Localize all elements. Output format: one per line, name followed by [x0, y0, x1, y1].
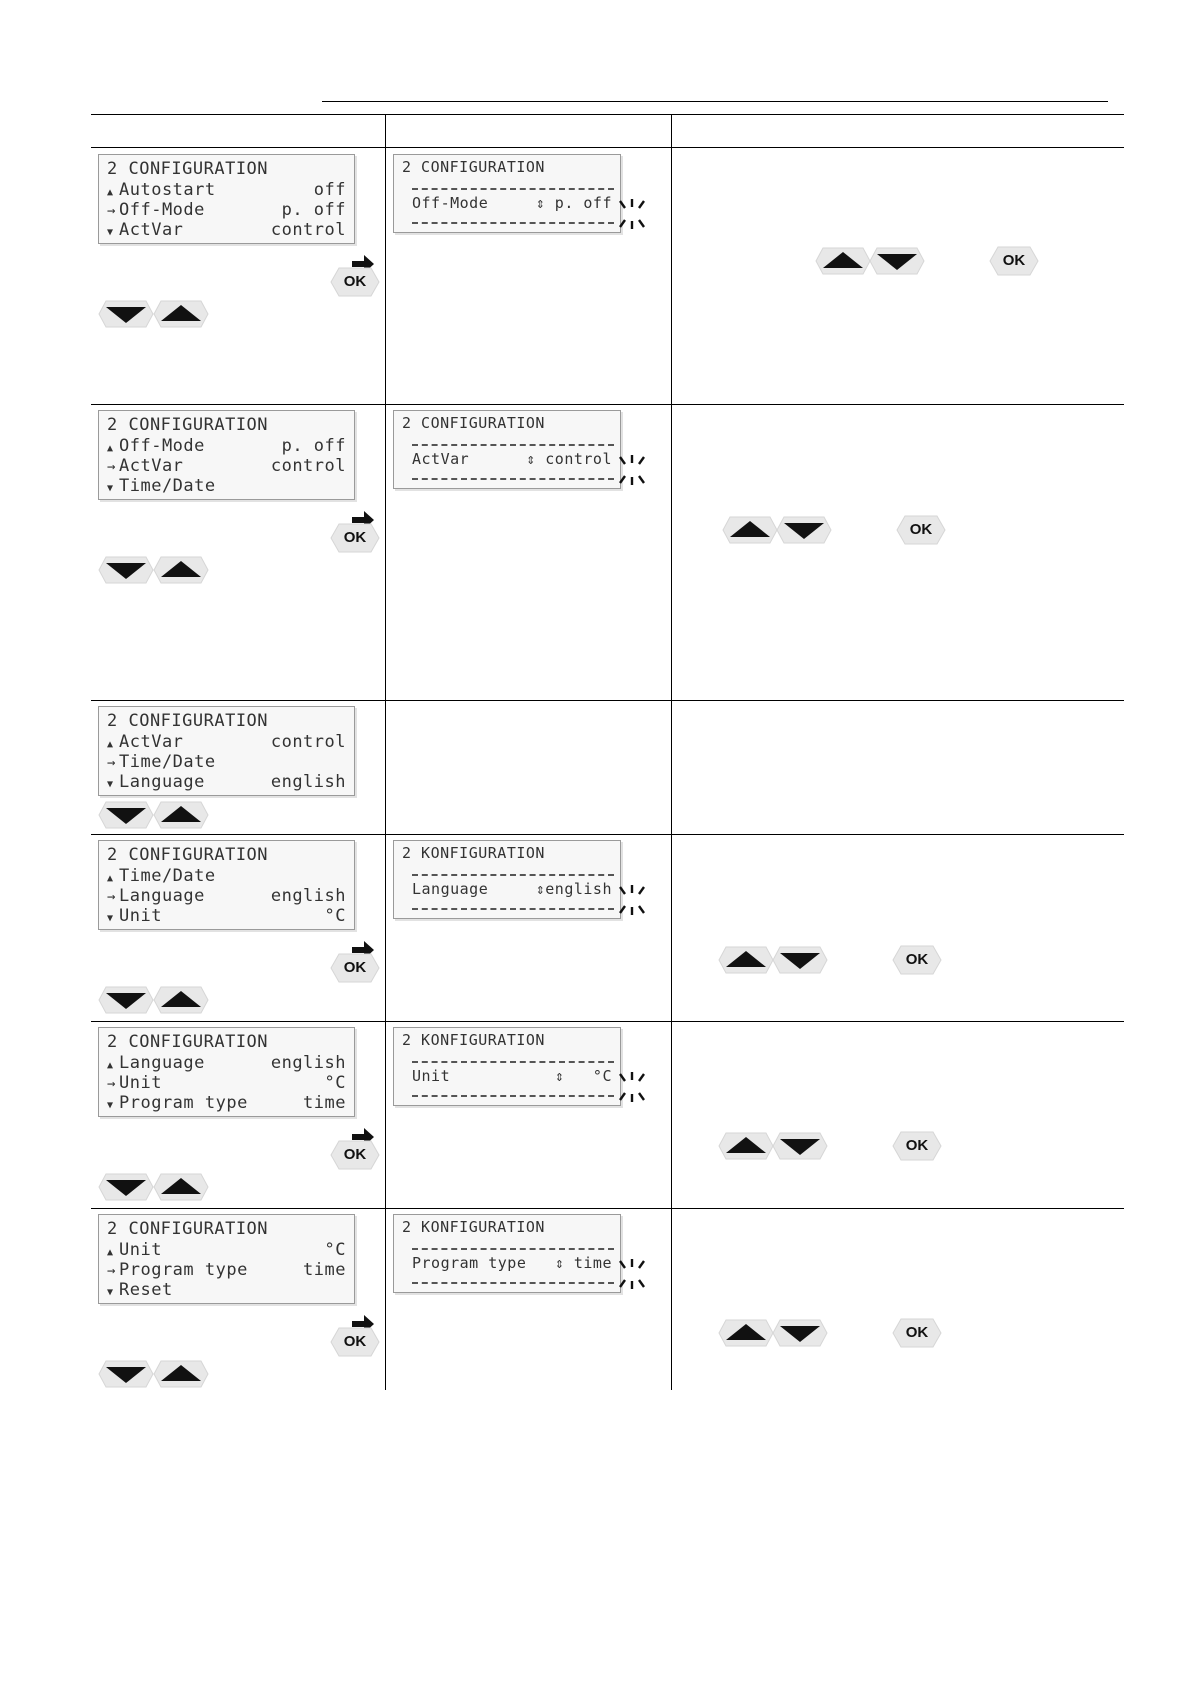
lcd-divider	[412, 444, 614, 446]
cursor-arrow-icon: →	[107, 1076, 116, 1092]
down-arrow-key-icon[interactable]	[772, 1131, 828, 1161]
lcd-menu-display	[98, 706, 355, 796]
lcd-edit-display	[393, 840, 621, 919]
lcd-menu-label: Reset	[119, 1280, 173, 1300]
cursor-arrow-icon: →	[107, 459, 116, 475]
up-arrow-key-icon[interactable]	[153, 1172, 209, 1202]
lcd-menu-line	[107, 866, 346, 886]
lcd-menu-display	[98, 154, 355, 244]
down-arrow-key-icon[interactable]	[98, 800, 154, 830]
down-arrow-key-icon[interactable]	[98, 555, 154, 585]
lcd-menu-label: Off-Mode	[119, 436, 205, 456]
scroll-down-marker-icon: ▼	[107, 227, 114, 238]
ok-button[interactable]	[892, 1131, 942, 1161]
blink-indicator-icon	[617, 198, 647, 230]
lcd-divider	[412, 1282, 614, 1284]
lcd-menu-line	[107, 220, 346, 240]
ok-button[interactable]	[892, 945, 942, 975]
up-arrow-key-icon[interactable]	[815, 246, 871, 276]
lcd-divider	[412, 478, 614, 480]
lcd-edit-line	[412, 879, 612, 899]
down-arrow-key-icon[interactable]	[98, 1359, 154, 1389]
lcd-divider	[412, 1095, 614, 1097]
header-rule	[322, 101, 1108, 102]
ok-button[interactable]	[892, 1318, 942, 1348]
lcd-menu-line	[107, 200, 346, 220]
lcd-menu-label: ActVar	[119, 732, 184, 752]
column-divider-1	[385, 114, 386, 1390]
lcd-menu-label: ActVar	[119, 456, 184, 476]
lcd-menu-title: 2 CONFIGURATION	[107, 711, 269, 731]
blink-indicator-icon	[617, 1258, 647, 1290]
cursor-arrow-icon: →	[107, 1263, 116, 1279]
lcd-menu-display	[98, 1214, 355, 1304]
row-separator	[91, 700, 1124, 701]
scroll-down-marker-icon: ▼	[107, 483, 114, 494]
lcd-edit-title: 2 CONFIGURATION	[402, 158, 545, 176]
lcd-menu-value: time	[303, 1260, 346, 1280]
down-arrow-key-icon[interactable]	[772, 945, 828, 975]
row-separator	[91, 1208, 1124, 1209]
table-top-rule	[91, 114, 1124, 115]
lcd-divider	[412, 908, 614, 910]
lcd-edit-title: 2 KONFIGURATION	[402, 844, 545, 862]
ok-button[interactable]	[989, 246, 1039, 276]
table-header-rule	[91, 147, 1124, 148]
lcd-menu-line	[107, 732, 346, 752]
lcd-menu-label: Time/Date	[119, 476, 216, 496]
lcd-menu-label: Time/Date	[119, 752, 216, 772]
lcd-edit-line	[412, 1066, 612, 1086]
lcd-menu-label: ActVar	[119, 220, 184, 240]
lcd-menu-line	[107, 886, 346, 906]
lcd-menu-label: Unit	[119, 1240, 162, 1260]
down-arrow-key-icon[interactable]	[98, 299, 154, 329]
lcd-menu-value: °C	[324, 1240, 346, 1260]
down-arrow-key-icon[interactable]	[869, 246, 925, 276]
up-arrow-key-icon[interactable]	[153, 1359, 209, 1389]
lcd-edit-line	[412, 193, 612, 213]
up-arrow-key-icon[interactable]	[153, 800, 209, 830]
cursor-arrow-icon: →	[107, 889, 116, 905]
up-arrow-key-icon[interactable]	[718, 1318, 774, 1348]
scroll-up-marker-icon: ▲	[107, 873, 114, 884]
ok-button-label: OK	[343, 273, 367, 290]
scroll-down-marker-icon: ▼	[107, 913, 114, 924]
lcd-edit-display	[393, 154, 621, 233]
lcd-menu-line	[107, 456, 346, 476]
ok-button[interactable]	[330, 267, 380, 297]
scroll-down-marker-icon: ▼	[107, 1287, 114, 1298]
lcd-menu-value: english	[270, 1053, 346, 1073]
lcd-menu-line	[107, 752, 346, 772]
lcd-menu-display	[98, 410, 355, 500]
up-arrow-key-icon[interactable]	[153, 555, 209, 585]
scroll-up-marker-icon: ▲	[107, 443, 114, 454]
lcd-menu-value: off	[313, 180, 346, 200]
lcd-menu-line	[107, 436, 346, 456]
lcd-menu-value: p. off	[281, 200, 346, 220]
lcd-edit-value: ⇕ p. off	[535, 194, 612, 212]
scroll-up-marker-icon: ▲	[107, 739, 114, 750]
lcd-menu-value: control	[270, 456, 346, 476]
ok-button-label: OK	[1002, 252, 1026, 269]
lcd-menu-line	[107, 1093, 346, 1113]
lcd-menu-label: Language	[119, 772, 205, 792]
scroll-down-marker-icon: ▼	[107, 1100, 114, 1111]
lcd-edit-label: Off-Mode	[412, 194, 489, 212]
column-divider-2	[671, 114, 672, 1390]
lcd-menu-display	[98, 840, 355, 930]
ok-button[interactable]	[330, 1140, 380, 1170]
lcd-edit-title: 2 KONFIGURATION	[402, 1218, 545, 1236]
ok-button-label: OK	[909, 521, 933, 538]
up-arrow-key-icon[interactable]	[718, 945, 774, 975]
lcd-menu-label: Autostart	[119, 180, 216, 200]
lcd-menu-value: control	[270, 220, 346, 240]
blink-indicator-icon	[617, 1071, 647, 1103]
up-arrow-key-icon[interactable]	[722, 515, 778, 545]
blink-indicator-icon	[617, 884, 647, 916]
lcd-edit-value: ⇕ control	[526, 450, 612, 468]
lcd-menu-value: english	[270, 886, 346, 906]
lcd-menu-line	[107, 906, 346, 926]
row-separator	[91, 1021, 1124, 1022]
lcd-menu-value: °C	[324, 1073, 346, 1093]
scroll-down-marker-icon: ▼	[107, 779, 114, 790]
lcd-menu-title: 2 CONFIGURATION	[107, 159, 269, 179]
scroll-up-marker-icon: ▲	[107, 1247, 114, 1258]
ok-button-label: OK	[905, 1137, 929, 1154]
lcd-menu-label: Language	[119, 1053, 205, 1073]
ok-button-label: OK	[343, 959, 367, 976]
lcd-menu-value: english	[270, 772, 346, 792]
blink-indicator-icon	[617, 454, 647, 486]
lcd-menu-value: time	[303, 1093, 346, 1113]
lcd-menu-line	[107, 180, 346, 200]
lcd-menu-value: control	[270, 732, 346, 752]
lcd-edit-label: Language	[412, 880, 489, 898]
up-arrow-key-icon[interactable]	[153, 299, 209, 329]
ok-button[interactable]	[330, 953, 380, 983]
ok-button[interactable]	[330, 523, 380, 553]
lcd-edit-title: 2 CONFIGURATION	[402, 414, 545, 432]
lcd-divider	[412, 188, 614, 190]
lcd-edit-title: 2 KONFIGURATION	[402, 1031, 545, 1049]
cursor-arrow-icon: →	[107, 755, 116, 771]
scroll-up-marker-icon: ▲	[107, 1060, 114, 1071]
lcd-menu-line	[107, 1240, 346, 1260]
lcd-edit-value: ⇕ time	[554, 1254, 612, 1272]
row-separator	[91, 834, 1124, 835]
lcd-menu-label: Off-Mode	[119, 200, 205, 220]
lcd-edit-value: ⇕ °C	[554, 1067, 612, 1085]
lcd-menu-label: Time/Date	[119, 866, 216, 886]
up-arrow-key-icon[interactable]	[718, 1131, 774, 1161]
lcd-edit-display	[393, 1027, 621, 1106]
lcd-divider	[412, 1248, 614, 1250]
lcd-edit-label: Program type	[412, 1254, 527, 1272]
scroll-up-marker-icon: ▲	[107, 187, 114, 198]
lcd-menu-value: °C	[324, 906, 346, 926]
lcd-menu-display	[98, 1027, 355, 1117]
lcd-divider	[412, 874, 614, 876]
row-separator	[91, 404, 1124, 405]
lcd-menu-label: Program type	[119, 1260, 248, 1280]
down-arrow-key-icon[interactable]	[98, 1172, 154, 1202]
ok-button-label: OK	[905, 951, 929, 968]
up-arrow-key-icon[interactable]	[153, 985, 209, 1015]
down-arrow-key-icon[interactable]	[772, 1318, 828, 1348]
lcd-menu-label: Unit	[119, 906, 162, 926]
lcd-menu-line	[107, 1280, 346, 1300]
down-arrow-key-icon[interactable]	[776, 515, 832, 545]
lcd-menu-title: 2 CONFIGURATION	[107, 1032, 269, 1052]
lcd-menu-line	[107, 772, 346, 792]
lcd-menu-line	[107, 476, 346, 496]
lcd-menu-value: p. off	[281, 436, 346, 456]
lcd-menu-line	[107, 1260, 346, 1280]
ok-button[interactable]	[896, 515, 946, 545]
ok-button-label: OK	[905, 1324, 929, 1341]
lcd-edit-line	[412, 1253, 612, 1273]
lcd-menu-line	[107, 1053, 346, 1073]
lcd-edit-label: Unit	[412, 1067, 451, 1085]
ok-button[interactable]	[330, 1327, 380, 1357]
lcd-edit-display	[393, 1214, 621, 1293]
lcd-menu-label: Program type	[119, 1093, 248, 1113]
cursor-arrow-icon: →	[107, 203, 116, 219]
ok-button-label: OK	[343, 529, 367, 546]
lcd-edit-label: ActVar	[412, 450, 470, 468]
lcd-edit-display	[393, 410, 621, 489]
ok-button-label: OK	[343, 1333, 367, 1350]
ok-button-label: OK	[343, 1146, 367, 1163]
lcd-divider	[412, 1061, 614, 1063]
lcd-edit-line	[412, 449, 612, 469]
lcd-menu-label: Unit	[119, 1073, 162, 1093]
lcd-menu-line	[107, 1073, 346, 1093]
lcd-edit-value: ⇕english	[535, 880, 612, 898]
down-arrow-key-icon[interactable]	[98, 985, 154, 1015]
lcd-menu-label: Language	[119, 886, 205, 906]
lcd-menu-title: 2 CONFIGURATION	[107, 845, 269, 865]
lcd-divider	[412, 222, 614, 224]
lcd-menu-title: 2 CONFIGURATION	[107, 1219, 269, 1239]
lcd-menu-title: 2 CONFIGURATION	[107, 415, 269, 435]
